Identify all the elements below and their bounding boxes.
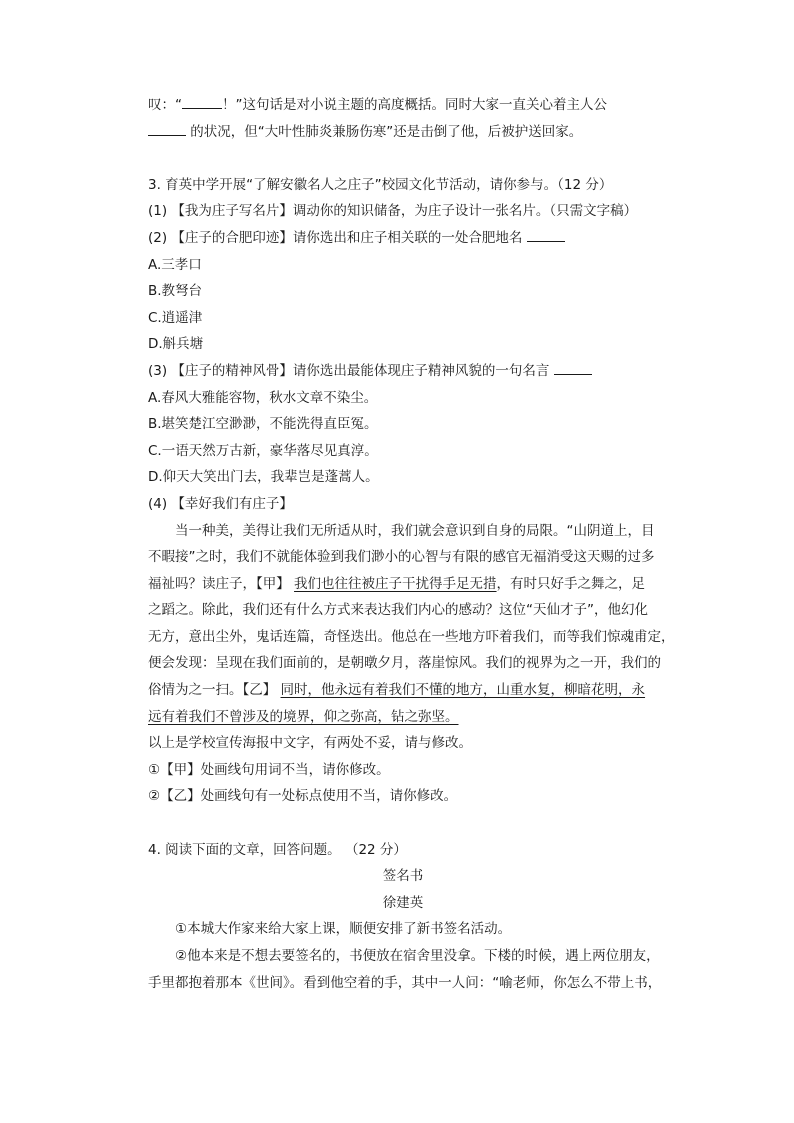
underlined-sentence-jia: 我们也往往被庄子干扰得手足无措 [294, 575, 497, 592]
q3-instruction: 以上是学校宣传海报中文字，有两处不妥，请与修改。 [148, 735, 472, 752]
article-author: 徐建英 [382, 894, 424, 911]
q3-part-3-option-d: D.仰天大笑出门去，我辈岂是蓬蒿人。 [148, 469, 379, 486]
q3-part-2-option-b: B.教弩台 [148, 283, 203, 300]
q3-part-3-option-a: A.春风大雅能容物，秋水文章不染尘。 [148, 389, 378, 406]
q3-part-2-option-d: D.斛兵塘 [148, 336, 204, 353]
spacer [148, 145, 658, 172]
q4-header: 4. 阅读下面的文章，回答问题。 （22 分） [148, 841, 407, 858]
passage-line: 福祉吗？读庄子，【甲】 我们也往往被庄子干扰得手足无措，有时只好手之舞之，足 [148, 575, 646, 592]
spacer [148, 810, 658, 837]
passage-line: 当一种美，美得让我们无所适从时，我们就会意识到自身的局限。“山阴道上，目 [175, 522, 655, 539]
q3-header: 3. 育英中学开展“了解安徽名人之庄子”校园文化节活动，请你参与。（12 分） [148, 176, 613, 193]
q3-part-1: (1) 【我为庄子写名片】调动你的知识储备，为庄子设计一张名片。（只需文字稿） [148, 203, 638, 220]
article-paragraph-1: ①本城大作家来给大家上课，顺便安排了新书签名活动。 [175, 921, 512, 938]
underlined-sentence-yi-cont: 远有着我们不曾涉及的境界，仰之弥高，钻之弥坚。 [148, 708, 459, 725]
q3-fix-2: ②【乙】处画线句有一处标点使用不当，请你修改。 [148, 788, 458, 805]
q3-part-4: (4) 【幸好我们有庄子】 [148, 495, 293, 512]
q2-tail-line-1: 叹：“ ！”这句话是对小说主题的高度概括。同时大家一直关心着主人公 [148, 92, 658, 119]
passage-line: 不暇接”之时，我们不就能体验到我们渺小的心智与有限的感官无福消受这天赐的过多 [148, 549, 655, 566]
passage-line: 便会发现：呈现在我们面前的，是朝暾夕月，落崖惊风。我们的视界为之一开，我们的 [148, 655, 661, 672]
q3-part-3-option-b: B.堪笑楚江空渺渺，不能洗得直臣冤。 [148, 416, 378, 433]
passage-line [148, 704, 658, 731]
answer-blank[interactable] [148, 121, 186, 136]
passage-line: 俗情为之一扫。【乙】 同时，他永远有着我们不懂的地方，山重水复，柳暗花明，永 [148, 682, 646, 699]
answer-blank[interactable] [527, 227, 565, 242]
article-title: 签名书 [382, 868, 424, 885]
q3-part-2: (2) 【庄子的合肥印迹】请你选出和庄子相关联的一处合肥地名 [148, 225, 658, 252]
q3-part-3: (3) 【庄子的精神风骨】请你选出最能体现庄子精神风貌的一句名言 [148, 358, 658, 385]
q3-part-3-option-c: C.一语天然万古新，豪华落尽见真淳。 [148, 442, 378, 459]
passage-line: 无方，意出尘外，鬼话连篇，奇怪迭出。他总在一些地方吓着我们，而等我们惊魂甫定， [148, 628, 675, 645]
q2-tail-line-2: 的状况，但“大叶性肺炎兼肠伤寒”还是击倒了他，后被护送回家。 [148, 119, 658, 146]
answer-blank[interactable] [554, 360, 592, 375]
underlined-sentence-yi: 同时，他永远有着我们不懂的地方，山重水复，柳暗花明，永 [280, 682, 646, 699]
article-paragraph-2-cont: 手里都抱着那本《世间》。看到他空着的手，其中一人问：“喻老师，你怎么不带上书， [148, 974, 662, 991]
article-paragraph-2: ②他本来是不想去要签名的，书便放在宿舍里没拿。下楼的时候，遇上两位朋友， [175, 948, 660, 964]
exam-page [148, 92, 675, 996]
q3-part-2-option-c: C.逍遥津 [148, 309, 203, 326]
passage-line: 之蹈之。除此，我们还有什么方式来表达我们内心的感动？这位“天仙才子”，他幻化 [148, 602, 648, 619]
q3-part-2-option-a: A.三孝口 [148, 256, 202, 273]
answer-blank[interactable] [182, 94, 222, 109]
q3-fix-1: ①【甲】处画线句用词不当，请你修改。 [148, 761, 390, 778]
